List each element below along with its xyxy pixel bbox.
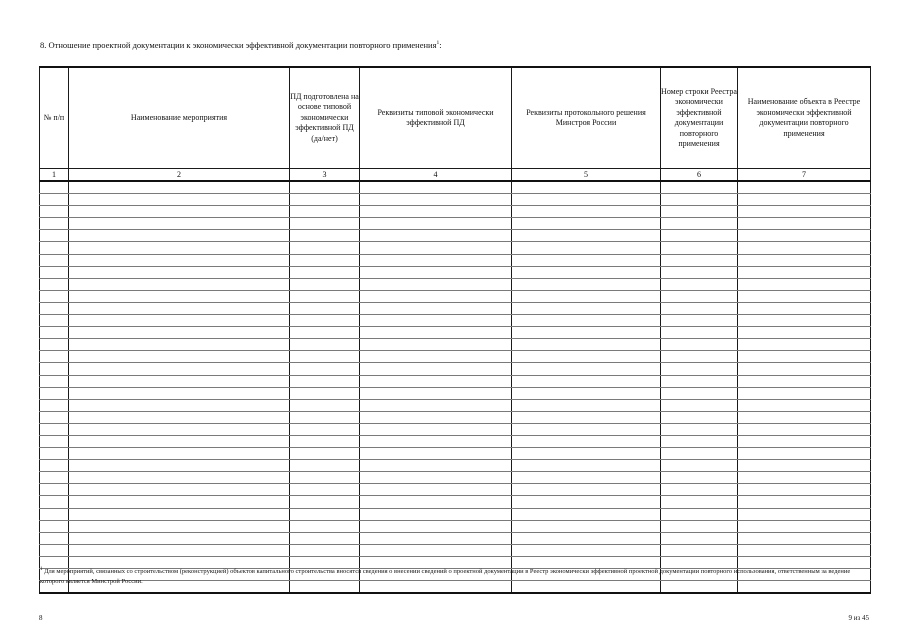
table-cell bbox=[40, 327, 69, 339]
table-row bbox=[40, 206, 871, 218]
table-cell bbox=[512, 230, 661, 242]
table-cell bbox=[661, 327, 738, 339]
table-row bbox=[40, 242, 871, 254]
table-cell bbox=[69, 399, 290, 411]
table-cell bbox=[69, 339, 290, 351]
table-cell bbox=[290, 242, 360, 254]
table-row bbox=[40, 266, 871, 278]
heading-suffix: : bbox=[439, 40, 442, 50]
table-cell bbox=[661, 448, 738, 460]
table-cell bbox=[40, 315, 69, 327]
table-row bbox=[40, 351, 871, 363]
table-cell bbox=[738, 363, 871, 375]
table-cell bbox=[69, 375, 290, 387]
table-cell bbox=[69, 448, 290, 460]
table-cell bbox=[661, 399, 738, 411]
table-cell bbox=[360, 411, 512, 423]
section-heading-text: 8. Отношение проектной документации к экономически эффективной документации повторного применения bbox=[40, 40, 437, 50]
table-cell bbox=[512, 411, 661, 423]
table-cell bbox=[290, 460, 360, 472]
table-cell bbox=[69, 230, 290, 242]
table-cell bbox=[290, 302, 360, 314]
table-cell bbox=[290, 387, 360, 399]
table-cell bbox=[40, 363, 69, 375]
table-cell bbox=[360, 339, 512, 351]
table-cell bbox=[40, 411, 69, 423]
table-cell bbox=[738, 435, 871, 447]
table-cell bbox=[512, 315, 661, 327]
table-cell bbox=[40, 423, 69, 435]
table-cell bbox=[290, 411, 360, 423]
table-cell bbox=[738, 278, 871, 290]
table-cell bbox=[738, 460, 871, 472]
table-cell bbox=[512, 181, 661, 194]
table-cell bbox=[40, 387, 69, 399]
table-row bbox=[40, 484, 871, 496]
table-cell bbox=[360, 448, 512, 460]
table-cell bbox=[512, 532, 661, 544]
table-cell bbox=[661, 435, 738, 447]
column-header-typical-pd-details: Реквизиты типовой экономически эффективной ПД bbox=[360, 67, 512, 169]
table-row bbox=[40, 375, 871, 387]
table-cell bbox=[290, 472, 360, 484]
table-cell bbox=[290, 375, 360, 387]
table-cell bbox=[661, 484, 738, 496]
table-cell bbox=[661, 460, 738, 472]
table-cell bbox=[512, 520, 661, 532]
table-cell bbox=[738, 520, 871, 532]
column-number: 2 bbox=[69, 169, 290, 182]
table-row bbox=[40, 290, 871, 302]
table-row bbox=[40, 435, 871, 447]
table-cell bbox=[69, 315, 290, 327]
table-cell bbox=[290, 351, 360, 363]
table-cell bbox=[512, 278, 661, 290]
table-cell bbox=[69, 327, 290, 339]
table-cell bbox=[69, 218, 290, 230]
table-row bbox=[40, 532, 871, 544]
table-cell bbox=[512, 242, 661, 254]
table-cell bbox=[661, 266, 738, 278]
table-cell bbox=[290, 315, 360, 327]
table-cell bbox=[360, 266, 512, 278]
table-cell bbox=[360, 254, 512, 266]
table-cell bbox=[738, 194, 871, 206]
table-cell bbox=[738, 448, 871, 460]
table-cell bbox=[40, 508, 69, 520]
table-cell bbox=[360, 351, 512, 363]
table-row bbox=[40, 339, 871, 351]
table-cell bbox=[40, 339, 69, 351]
column-number: 1 bbox=[40, 169, 69, 182]
column-header-activity-name: Наименование мероприятия bbox=[69, 67, 290, 169]
table-cell bbox=[360, 315, 512, 327]
table-cell bbox=[360, 181, 512, 194]
table-body bbox=[40, 181, 871, 593]
table-cell bbox=[290, 181, 360, 194]
table-cell bbox=[290, 399, 360, 411]
table-cell bbox=[40, 496, 69, 508]
table-cell bbox=[360, 508, 512, 520]
table-cell bbox=[290, 520, 360, 532]
table-cell bbox=[738, 375, 871, 387]
table-cell bbox=[290, 448, 360, 460]
table-cell bbox=[512, 266, 661, 278]
table-cell bbox=[738, 206, 871, 218]
table-cell bbox=[69, 206, 290, 218]
table-cell bbox=[738, 351, 871, 363]
table-cell bbox=[69, 242, 290, 254]
table-cell bbox=[661, 315, 738, 327]
table-cell bbox=[512, 339, 661, 351]
table-cell bbox=[512, 351, 661, 363]
column-number: 3 bbox=[290, 169, 360, 182]
table-row bbox=[40, 302, 871, 314]
column-header-index: № п/п bbox=[40, 67, 69, 169]
table-cell bbox=[40, 181, 69, 194]
table-cell bbox=[738, 423, 871, 435]
table-header-row bbox=[40, 67, 871, 169]
table-cell bbox=[290, 363, 360, 375]
table-cell bbox=[512, 496, 661, 508]
table-cell bbox=[661, 218, 738, 230]
table-cell bbox=[360, 472, 512, 484]
table-cell bbox=[69, 460, 290, 472]
table-cell bbox=[661, 411, 738, 423]
table-cell bbox=[512, 508, 661, 520]
table-cell bbox=[512, 484, 661, 496]
table-cell bbox=[290, 254, 360, 266]
table-cell bbox=[661, 290, 738, 302]
table-cell bbox=[40, 375, 69, 387]
table-cell bbox=[661, 254, 738, 266]
table-cell bbox=[512, 448, 661, 460]
table-cell bbox=[360, 363, 512, 375]
table-cell bbox=[360, 290, 512, 302]
footnote bbox=[40, 565, 860, 587]
table-cell bbox=[738, 484, 871, 496]
table-cell bbox=[290, 206, 360, 218]
table-cell bbox=[738, 242, 871, 254]
table-cell bbox=[661, 387, 738, 399]
column-number: 4 bbox=[360, 169, 512, 182]
table-cell bbox=[290, 230, 360, 242]
table-cell bbox=[69, 181, 290, 194]
table-cell bbox=[69, 472, 290, 484]
table-cell bbox=[69, 278, 290, 290]
table-row bbox=[40, 387, 871, 399]
table-cell bbox=[661, 351, 738, 363]
table-cell bbox=[738, 266, 871, 278]
table-cell bbox=[40, 484, 69, 496]
table-cell bbox=[69, 484, 290, 496]
table-cell bbox=[661, 206, 738, 218]
table-cell bbox=[360, 375, 512, 387]
table-cell bbox=[40, 194, 69, 206]
table-cell bbox=[69, 254, 290, 266]
table-cell bbox=[512, 327, 661, 339]
column-number: 7 bbox=[738, 169, 871, 182]
table-cell bbox=[40, 278, 69, 290]
table-row bbox=[40, 448, 871, 460]
table-cell bbox=[40, 230, 69, 242]
table-cell bbox=[661, 520, 738, 532]
footnote-text: Для мероприятий, связанных со строительством (реконструкцией) объектов капитального строительства вносятся сведения о внесении сведений о проектной документации в Реестр экономически эффективной проектной документации повторного использования, ответственным за ведение которого является Минстрой России. bbox=[40, 568, 851, 586]
table-cell bbox=[512, 423, 661, 435]
table-cell bbox=[738, 302, 871, 314]
table-cell bbox=[661, 278, 738, 290]
table-cell bbox=[69, 435, 290, 447]
table-cell bbox=[40, 266, 69, 278]
table-cell bbox=[512, 302, 661, 314]
section-heading bbox=[40, 40, 442, 50]
table-cell bbox=[40, 544, 69, 556]
table-cell bbox=[661, 230, 738, 242]
table-cell bbox=[661, 544, 738, 556]
table-cell bbox=[69, 387, 290, 399]
table-cell bbox=[290, 290, 360, 302]
table-row bbox=[40, 230, 871, 242]
table-row bbox=[40, 508, 871, 520]
table-cell bbox=[360, 484, 512, 496]
table-cell bbox=[360, 544, 512, 556]
table-cell bbox=[512, 290, 661, 302]
table-cell bbox=[69, 266, 290, 278]
footnote-mark: 1 bbox=[40, 567, 43, 572]
table-cell bbox=[738, 181, 871, 194]
table-cell bbox=[661, 423, 738, 435]
table-cell bbox=[290, 435, 360, 447]
table-cell bbox=[40, 218, 69, 230]
table-row bbox=[40, 472, 871, 484]
table-cell bbox=[290, 339, 360, 351]
table-cell bbox=[290, 484, 360, 496]
table-cell bbox=[40, 351, 69, 363]
table-cell bbox=[512, 399, 661, 411]
table-row bbox=[40, 399, 871, 411]
table-row bbox=[40, 411, 871, 423]
table-cell bbox=[69, 508, 290, 520]
table-cell bbox=[512, 435, 661, 447]
table-row bbox=[40, 544, 871, 556]
table-cell bbox=[738, 254, 871, 266]
table-row bbox=[40, 315, 871, 327]
table-cell bbox=[40, 532, 69, 544]
table-row bbox=[40, 363, 871, 375]
table-cell bbox=[69, 351, 290, 363]
table-cell bbox=[512, 218, 661, 230]
table-cell bbox=[40, 435, 69, 447]
table-cell bbox=[738, 496, 871, 508]
table-cell bbox=[512, 206, 661, 218]
table-cell bbox=[661, 508, 738, 520]
column-number: 5 bbox=[512, 169, 661, 182]
table-cell bbox=[69, 544, 290, 556]
page-counter: 9 из 45 bbox=[848, 614, 869, 622]
table-cell bbox=[360, 520, 512, 532]
table-cell bbox=[738, 218, 871, 230]
reuse-documentation-table bbox=[39, 66, 871, 594]
table-cell bbox=[512, 460, 661, 472]
table-cell bbox=[661, 363, 738, 375]
table-cell bbox=[360, 496, 512, 508]
table-cell bbox=[360, 327, 512, 339]
table-cell bbox=[738, 399, 871, 411]
table-cell bbox=[290, 194, 360, 206]
table-cell bbox=[360, 399, 512, 411]
table-cell bbox=[40, 448, 69, 460]
column-header-registry-object: Наименование объекта в Реестре экономически эффективной документации повторного применения bbox=[738, 67, 871, 169]
table-row bbox=[40, 278, 871, 290]
table-cell bbox=[661, 194, 738, 206]
table-row bbox=[40, 460, 871, 472]
table-cell bbox=[661, 339, 738, 351]
table-cell bbox=[360, 423, 512, 435]
table-cell bbox=[69, 411, 290, 423]
table-row bbox=[40, 520, 871, 532]
table-cell bbox=[360, 278, 512, 290]
table-cell bbox=[661, 375, 738, 387]
table-cell bbox=[290, 508, 360, 520]
table-cell bbox=[40, 206, 69, 218]
table-cell bbox=[69, 194, 290, 206]
table-cell bbox=[40, 472, 69, 484]
table-cell bbox=[738, 315, 871, 327]
table-cell bbox=[738, 327, 871, 339]
table-cell bbox=[512, 194, 661, 206]
table-row bbox=[40, 327, 871, 339]
column-number: 6 bbox=[661, 169, 738, 182]
table-cell bbox=[360, 218, 512, 230]
table-cell bbox=[290, 278, 360, 290]
table-cell bbox=[661, 496, 738, 508]
table-cell bbox=[738, 230, 871, 242]
table-cell bbox=[512, 472, 661, 484]
table-cell bbox=[40, 520, 69, 532]
table-cell bbox=[360, 435, 512, 447]
table-cell bbox=[40, 302, 69, 314]
table-cell bbox=[69, 363, 290, 375]
table-row bbox=[40, 254, 871, 266]
table-cell bbox=[290, 218, 360, 230]
table-cell bbox=[360, 532, 512, 544]
table-cell bbox=[290, 544, 360, 556]
column-header-registry-row: Номер строки Реестра экономически эффективной документации повторного применения bbox=[661, 67, 738, 169]
table-cell bbox=[69, 290, 290, 302]
table-cell bbox=[40, 399, 69, 411]
table-row bbox=[40, 423, 871, 435]
table-cell bbox=[40, 290, 69, 302]
table-cell bbox=[360, 242, 512, 254]
table-cell bbox=[661, 532, 738, 544]
table-cell bbox=[69, 532, 290, 544]
table-cell bbox=[69, 520, 290, 532]
heading-footnote-mark: 1 bbox=[436, 40, 440, 47]
table-cell bbox=[661, 472, 738, 484]
table-cell bbox=[512, 387, 661, 399]
table-cell bbox=[40, 460, 69, 472]
column-number-row bbox=[40, 169, 871, 182]
table-cell bbox=[69, 496, 290, 508]
table-cell bbox=[512, 375, 661, 387]
table-cell bbox=[290, 266, 360, 278]
table-row bbox=[40, 194, 871, 206]
table-cell bbox=[69, 302, 290, 314]
table-cell bbox=[738, 472, 871, 484]
table-cell bbox=[512, 544, 661, 556]
table-cell bbox=[290, 327, 360, 339]
table-cell bbox=[661, 181, 738, 194]
table-cell bbox=[290, 423, 360, 435]
table-cell bbox=[738, 544, 871, 556]
table-cell bbox=[360, 194, 512, 206]
table-cell bbox=[360, 460, 512, 472]
table-cell bbox=[512, 254, 661, 266]
table-cell bbox=[738, 339, 871, 351]
table-cell bbox=[738, 508, 871, 520]
table-row bbox=[40, 181, 871, 194]
column-header-based-on-typical: ПД подготовлена на основе типовой экономически эффективной ПД (да/нет) bbox=[290, 67, 360, 169]
table-cell bbox=[661, 302, 738, 314]
table-cell bbox=[40, 254, 69, 266]
table-cell bbox=[360, 387, 512, 399]
table-cell bbox=[360, 302, 512, 314]
column-header-protocol-decision: Реквизиты протокольного решения Минстроя России bbox=[512, 67, 661, 169]
table-cell bbox=[360, 206, 512, 218]
table-cell bbox=[69, 423, 290, 435]
table-cell bbox=[661, 242, 738, 254]
table-cell bbox=[738, 532, 871, 544]
table-cell bbox=[40, 242, 69, 254]
table-row bbox=[40, 218, 871, 230]
table-cell bbox=[738, 387, 871, 399]
table-cell bbox=[360, 230, 512, 242]
page-number: 8 bbox=[39, 614, 43, 622]
table-cell bbox=[738, 290, 871, 302]
table-cell bbox=[512, 363, 661, 375]
table-row bbox=[40, 496, 871, 508]
table-cell bbox=[738, 411, 871, 423]
table-cell bbox=[290, 496, 360, 508]
table-cell bbox=[290, 532, 360, 544]
